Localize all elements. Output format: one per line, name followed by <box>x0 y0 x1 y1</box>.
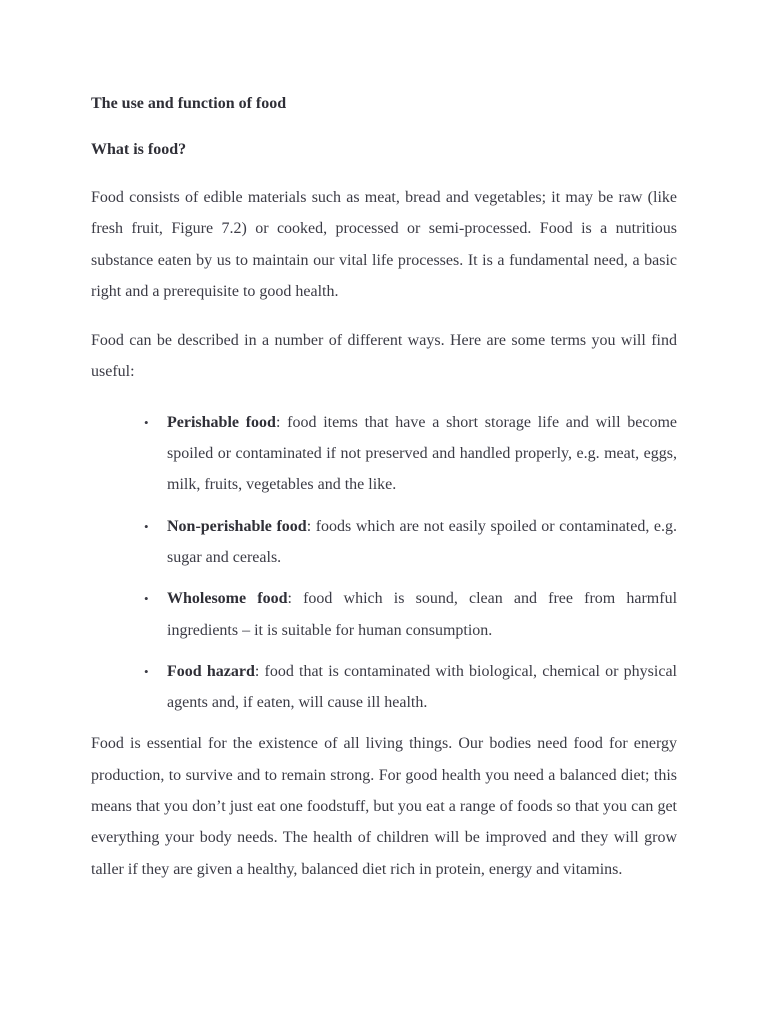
document-title: The use and function of food <box>91 95 287 112</box>
list-item-wholesome-food <box>167 583 677 646</box>
document-page <box>91 92 677 885</box>
list-item-non-perishable-food <box>167 511 677 574</box>
term-label: Perishable food <box>167 413 276 431</box>
section-heading: What is food? <box>91 141 187 158</box>
term-label: Food hazard <box>167 662 255 680</box>
term-definition: : food items that have a short storage life and will become spoiled or contaminated if not preserved and handled properly, e.g. meat, eggs, milk, fruits, vegetables and the like. <box>167 413 678 494</box>
term-label: Non-perishable food <box>167 517 307 535</box>
term-definition: : food which is sound, clean and free from harmful ingredients – it is suitable for human consumption. <box>167 590 678 639</box>
term-label: Wholesome food <box>167 590 288 608</box>
term-definition: : foods which are not easily spoiled or contaminated, e.g. sugar and cereals. <box>167 517 678 566</box>
list-item-food-hazard <box>167 656 677 719</box>
term-definition: : food that is contaminated with biological, chemical or physical agents and, if eaten, will cause ill health. <box>167 662 677 712</box>
terms-list <box>91 407 677 719</box>
list-item-perishable-food <box>167 407 677 501</box>
paragraph-definition: Food consists of edible materials such as meat, bread and vegetables; it may be raw (like fresh fruit, Figure 7.2) or cooked, processed or semi-processed. Food is a nutritious substance eaten by us to maintain our vital life processes. It is a fundamental need, a basic right and a prerequisite to good health. <box>91 189 677 300</box>
paragraph-terms-intro: Food can be described in a number of different ways. Here are some terms you will find useful: <box>91 332 677 381</box>
paragraph-importance: Food is essential for the existence of all living things. Our bodies need food for energy production, to survive and to remain strong. For good health you need a balanced diet; this means that you don’t just eat one foodstuff, but you eat a range of foods so that you can get everything your body needs. The health of children will be improved and they will grow taller if they are given a healthy, balanced diet rich in protein, energy and vitamins. <box>91 735 677 878</box>
